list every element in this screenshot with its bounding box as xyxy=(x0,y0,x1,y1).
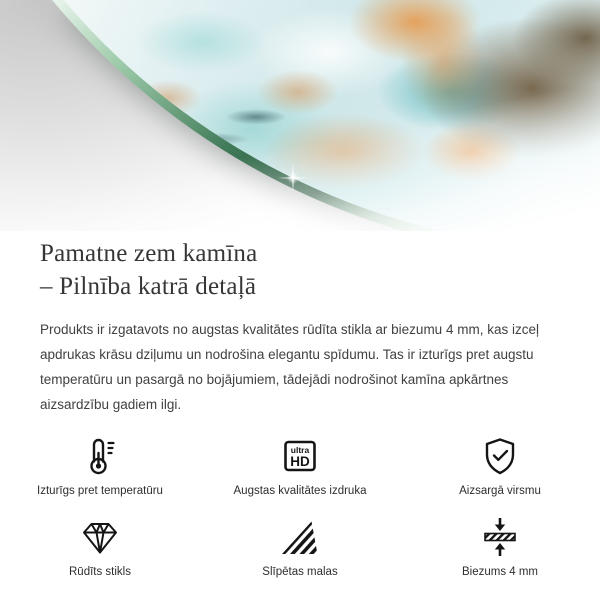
feature-label: Biezums 4 mm xyxy=(461,566,539,578)
feature-label: Augstas kvalitātes izdruka xyxy=(233,485,367,497)
diamond-icon xyxy=(78,515,122,559)
feature-tempered-glass xyxy=(0,515,200,580)
description-section xyxy=(0,231,600,417)
ultra-hd-icon-text-top: ultra xyxy=(290,445,310,455)
thickness-icon xyxy=(478,515,522,559)
ultra-hd-icon-text-bottom: HD xyxy=(290,454,310,469)
feature-label: Rūdīts stikls xyxy=(69,566,131,578)
page-title-line2: – Pilnība katrā detaļā xyxy=(40,273,257,300)
beveled-edge-icon xyxy=(278,515,322,559)
feature-label: Aizsargā virsmu xyxy=(459,485,541,497)
thermometer-icon xyxy=(78,434,122,478)
page-title xyxy=(40,237,558,303)
product-description: Produkts ir izgatavots no augstas kvalitātes rūdīta stikla ar biezumu 4 mm, kas izceļ apdrukas krāsu dziļumu un nodrošina elegantu spīdumu. Tas ir izturīgs pret augstu temperatūru un pasargā no bojājumiem, tādejādi nodrošinot kamīna apkārtnes aizsardzību gadiem ilgi. xyxy=(40,322,539,412)
shield-check-icon xyxy=(478,434,522,478)
ultra-hd-icon xyxy=(278,434,322,478)
page-title-line1: Pamatne zem kamīna xyxy=(40,240,258,267)
feature-temperature-resistant xyxy=(0,434,200,499)
hero-product-image xyxy=(0,0,600,231)
feature-polished-edges xyxy=(200,515,400,580)
feature-thickness xyxy=(400,515,600,580)
feature-label: Izturīgs pret temperatūru xyxy=(37,485,163,497)
feature-print-quality xyxy=(200,434,400,499)
feature-grid xyxy=(0,434,600,580)
feature-label: Slīpētas malas xyxy=(262,566,338,578)
hero-white-fade xyxy=(0,0,600,231)
feature-surface-protection xyxy=(400,434,600,499)
